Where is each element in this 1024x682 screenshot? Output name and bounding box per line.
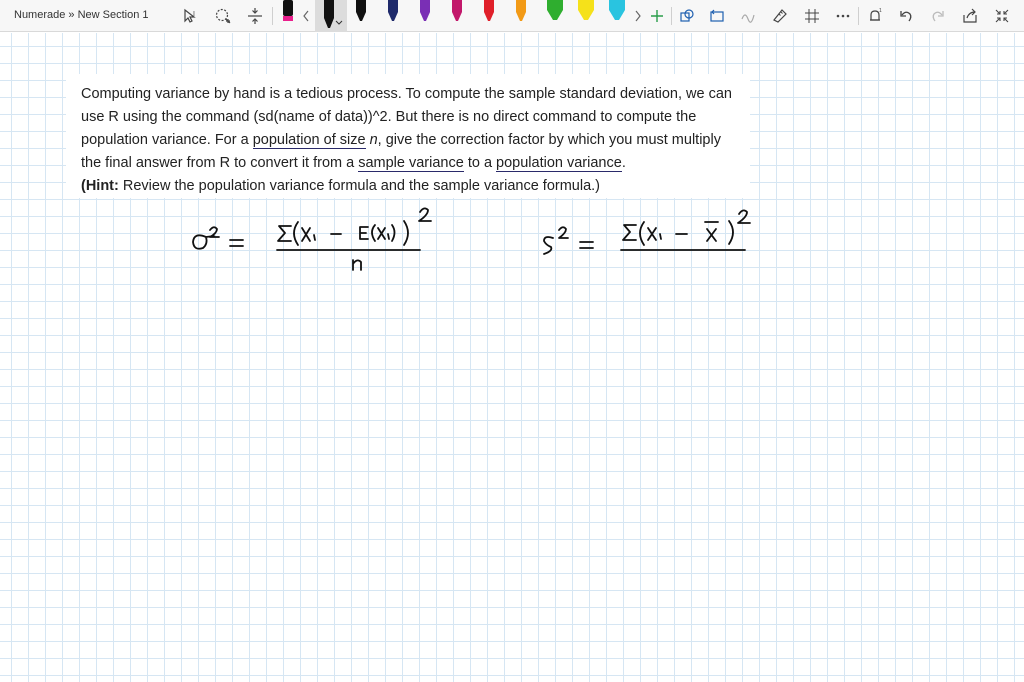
svg-text:I: I	[193, 11, 195, 18]
more-icon[interactable]	[833, 6, 853, 26]
pen-orange[interactable]	[514, 0, 528, 30]
lasso-select-icon[interactable]	[181, 6, 201, 26]
ink-to-math-icon[interactable]	[738, 6, 758, 26]
pen-purple[interactable]	[418, 0, 432, 30]
pen-green[interactable]	[545, 0, 565, 30]
highlighter-cyan[interactable]	[607, 0, 627, 30]
pen-red[interactable]	[482, 0, 496, 30]
pen-scroll-right-icon[interactable]	[632, 6, 644, 26]
undo-icon[interactable]	[896, 6, 916, 26]
ribbon-toolbar	[0, 0, 1024, 32]
insert-space-icon[interactable]	[245, 6, 265, 26]
pen-scroll-left-icon[interactable]	[300, 6, 312, 26]
notification-bell-icon[interactable]	[865, 6, 885, 26]
svg-text:1: 1	[879, 8, 882, 14]
chevron-down-icon[interactable]	[334, 18, 344, 28]
hint-label: (Hint:	[81, 178, 119, 194]
breadcrumb[interactable]: Numerade » New Section 1	[14, 9, 149, 21]
add-pen-icon[interactable]	[647, 6, 667, 26]
shapes-icon[interactable]	[677, 6, 697, 26]
question-part1: Computing variance by hand is a tedious process. To compute the sample standard deviation, we can use R using the command (sd(name of data))^2. But there is no direct command to compute the population variance. For a	[81, 86, 732, 148]
pen-navy[interactable]	[386, 0, 400, 30]
question-text: Computing variance by hand is a tedious process. To compute the sample standard deviation, we can use R using the command (sd(name of data))^2. But there is no direct command to compute the population variance. For a population of size n, give the correction factor by which you must multiply the final answer from R to convert it from a sample variance to a population variance. (Hint: Review the population variance formula and the sample variance formula.)	[81, 86, 732, 194]
highlighter-yellow[interactable]	[576, 0, 596, 30]
collapse-icon[interactable]	[992, 6, 1012, 26]
toolbar-divider	[671, 7, 672, 25]
underlined-population-variance: population variance	[496, 155, 622, 171]
notebook-page-canvas[interactable]	[0, 33, 1024, 682]
pen-magenta[interactable]	[450, 0, 464, 30]
pen-black-3[interactable]	[354, 0, 368, 30]
share-icon[interactable]	[960, 6, 980, 26]
variable-n: n	[369, 132, 378, 148]
redo-icon[interactable]	[928, 6, 948, 26]
question-image	[66, 74, 750, 198]
toolbar-divider	[272, 7, 273, 25]
hint-text: Review the population variance formula and the sample variance formula.)	[118, 178, 601, 194]
toolbar-divider	[858, 7, 859, 25]
underlined-sample-variance: sample variance	[358, 155, 464, 171]
grid-icon[interactable]	[802, 6, 822, 26]
ink-to-shape-icon[interactable]	[707, 6, 727, 26]
lasso-icon[interactable]	[213, 6, 233, 26]
underlined-population-of-size: population of size	[252, 132, 366, 148]
ruler-icon[interactable]	[770, 6, 790, 26]
pen-black-1[interactable]	[281, 0, 295, 30]
